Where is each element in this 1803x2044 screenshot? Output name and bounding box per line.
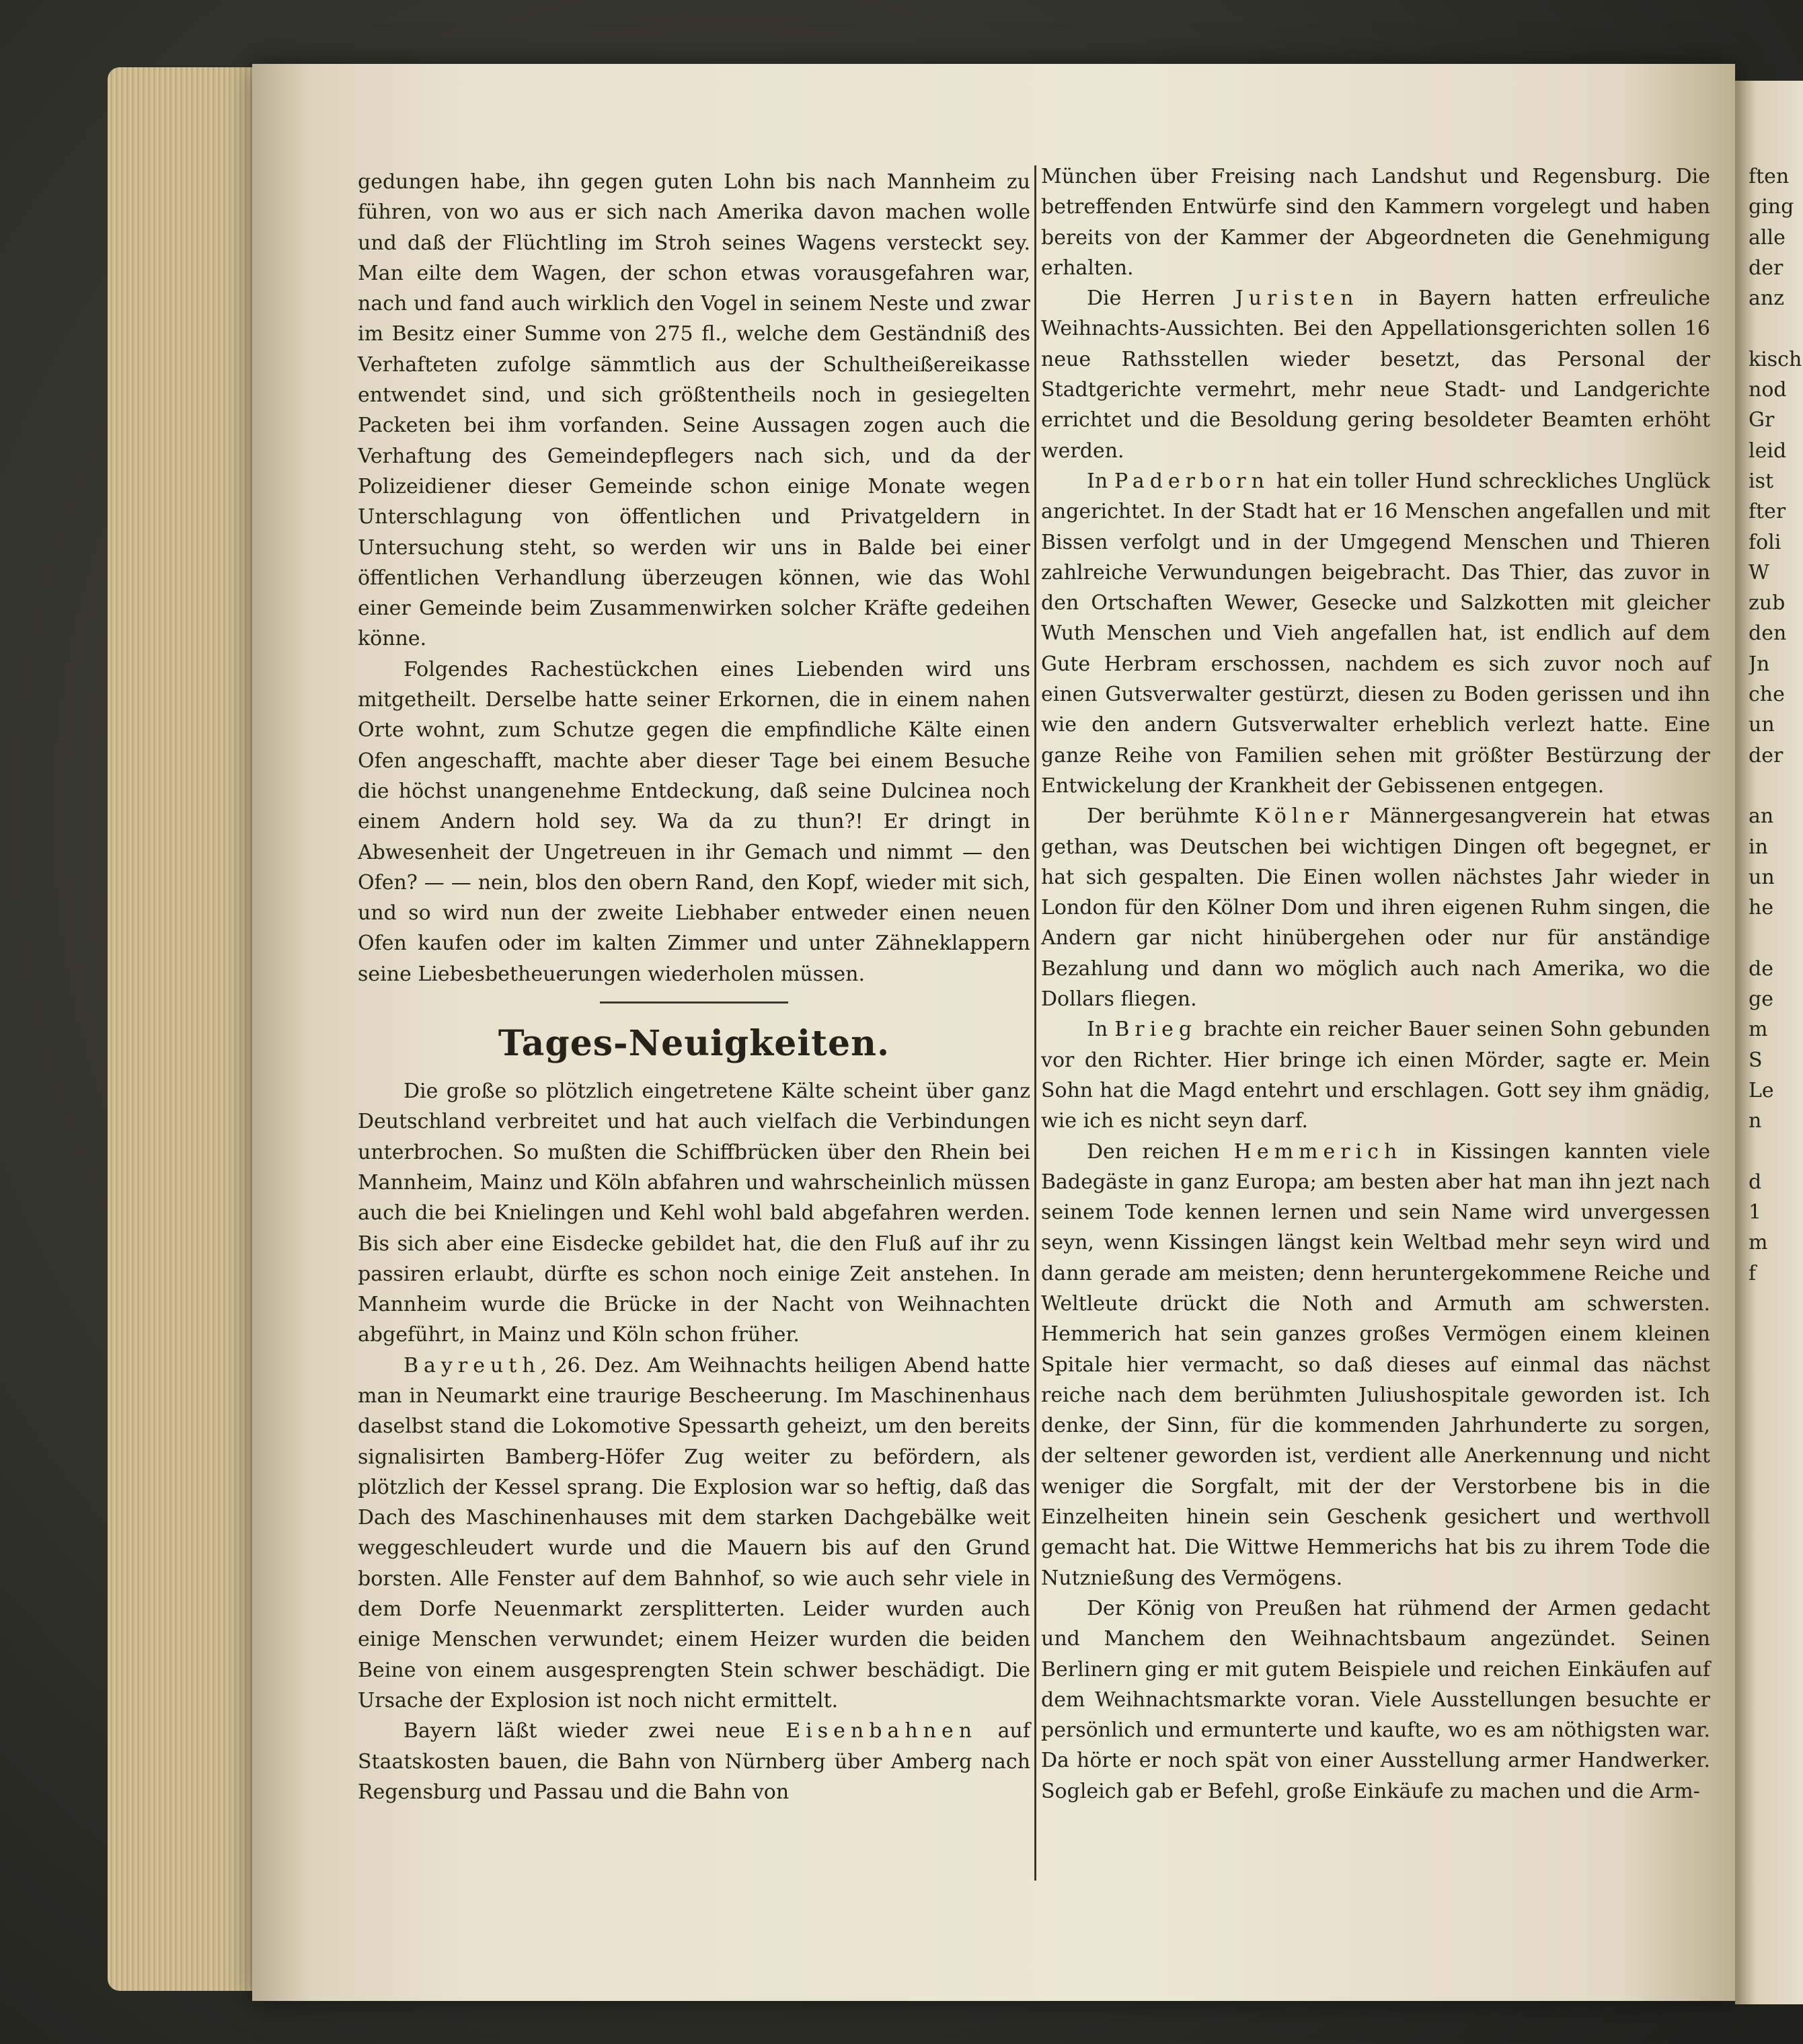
column-divider	[1034, 165, 1036, 1881]
article-text: Bayern läßt wieder zwei neue	[404, 1719, 786, 1743]
page-edges	[108, 67, 262, 1991]
emphasis-text: Juristen	[1235, 287, 1359, 311]
article-text: In	[1087, 469, 1114, 493]
article-paragraph: Die große so plötzlich eingetretene Kälte scheint über ganz Deutschland verbreitet und hat auch vielfach die Verbindungen unterbrochen. So mußten die Schiffbrücken über den Rhein bei Mannheim, Mainz und Köln abfahren und wahrscheinlich müssen auch die bei Knielingen und Kehl wohl bald abgefahren werden. Bis sich aber eine Eisdecke gebildet hat, die den Fluß auf ihr zu passiren erlaubt, dürfte es schon noch einige Zeit anstehen. In Mannheim wurde die Brücke in der Nacht von Weihnachten abgeführt, in Mainz und Köln schon früher.	[358, 1080, 1030, 1347]
article-paragraph	[358, 1716, 1030, 1807]
article-paragraph: Der König von Preußen hat rühmend der Armen gedacht und Manchem den Weihnachtsbaum angezündet. Seinen Berlinern ging er mit gutem Beispiele und reichen Einkäufen auf dem Weihnachtsmarkte voran. Viele Ausstellungen besuchte er persönlich und ermunterte und kaufte, wo es am nöthigsten war. Da hörte er noch spät von einer Ausstellung armer Handwerker. Sogleich gab er Befehl, große Einkäufe zu machen und die Arm-	[1041, 1596, 1710, 1803]
article-text: Die Herren	[1087, 287, 1235, 311]
article-text: , 26. Dez. Am Weihnachts heiligen Abend hatte man in Neumarkt eine traurige Bescheerung. Im Maschinenhaus daselbst stand die Lokomotive Spessarth geheizt, um den bereits signalisirten Bamberg-Höfer Zug weiter zu befördern, als plötzlich der Kessel sprang. Die Explosion war so heftig, daß das Dach des Maschinenhauses mit dem starken Dachgebälke weit weggeschleudert wurde und die Mauern bis auf den Grund borsten. Alle Fenster auf dem Bahnhof, so wie auch sehr viele in dem Dorfe Neuenmarkt zersplitterten. Leider wurden auch einige Menschen verwundet; einem Heizer wurden die beiden Beine von einem ausgesprengten Stein schwer beschädigt. Die Ursache der Explosion ist noch nicht ermittelt.	[358, 1353, 1030, 1712]
emphasis-text: Paderborn	[1114, 469, 1270, 493]
article-text: brachte ein reicher Bauer seinen Sohn gebunden vor den Richter. Hier bringe ich einen Mörder, sagte er. Mein Sohn hat die Magd entehrt und erschlagen. Gott sey ihm gnädig, wie ich es nicht seyn darf.	[1041, 1018, 1710, 1133]
facing-page-text: ften ging alle der anz kisch nod Gr leid ist fter foli W zub den Jn che un der an in un he de ge m S Le n d 1 m f	[1749, 165, 1802, 1285]
article-paragraph	[1041, 1014, 1710, 1136]
article-text: in Bayern hatten erfreuliche Weihnachts-Aussichten. Bei den Appellationsgerichten sollen 16 neue Rathsstellen wieder besetzt, das Personal der Stadtgerichte vermehrt, mehr neue Stadt- und Landgerichte errichtet und die Besoldung gering besoldeter Beamten erhöht werden.	[1041, 287, 1710, 463]
right-column	[1041, 161, 1710, 1807]
article-paragraph	[1041, 466, 1710, 801]
article-paragraph	[358, 1351, 1030, 1716]
article-text: in Kissingen kannten viele Badegäste in ganz Europa; am besten aber hat man ihn jezt nach seinem Tode kennen lernen und sein Name wird unvergessen seyn, wenn Kissingen längst kein Weltbad mehr seyn wird und dann gerade am meisten; denn heruntergekommene Reiche und Weltleute drückt die Noth and Armuth am schwersten. Hemmerich hat sein ganzes großes Vermögen einem kleinen Spitale hier vermacht, so daß dieses auf einmal das nächst reiche nach dem berühmten Juliushospitale geworden ist. Ich denke, der Sinn, für die kommenden Jahrhunderte zu sorgen, der seltener geworden ist, verdient alle Anerkennung und nicht weniger die Sorgfalt, mit der der Verstorbene bis in die Einzelheiten hinein sein Geschenk gesichert und werthvoll gemacht hat. Die Wittwe Hemmerichs hat bis zu ihrem Tode die Nutznießung des Vermögens.	[1041, 1139, 1710, 1590]
article-paragraph: gedungen habe, ihn gegen guten Lohn bis nach Mannheim zu führen, von wo aus er sich nach Amerika davon machen wolle und daß der Flüchtling im Stroh seines Wagens versteckt sey. Man eilte dem Wagen, der schon etwas vorausgefahren war, nach und fand auch wirklich den Vogel in seinem Neste und zwar im Besitz einer Summe von 275 fl., welche dem Geständniß des Verhafteten zufolge sämmtlich aus der Schultheißereikasse entwendet sind, und sich größtentheils noch in gesiegelten Packeten bei ihm vorfanden. Seine Aussagen zogen auch die Verhaftung des Gemeindepflegers nach sich, und da der Polizeidiener dieser Gemeinde schon einige Monate wegen Unterschlagung von öffentlichen und Privatgeldern in Untersuchung steht, so werden wir uns in Balde bei einer öffentlichen Verhandlung überzeugen können, wie das Wohl einer Gemeinde beim Zusammenwirken solcher Kräfte gedeihen könne.	[358, 170, 1030, 651]
emphasis-text: Brieg	[1114, 1018, 1198, 1042]
section-rule	[600, 1001, 788, 1004]
article-text: hat ein toller Hund schreckliches Unglück angerichtet. In der Stadt hat er 16 Menschen angefallen und mit Bissen verfolgt und in der Umgegend Menschen und Thieren zahlreiche Verwundungen beigebracht. Das Thier, das zuvor in den Ortschaften Wewer, Gesecke und Salzkotten mit gleicher Wuth Menschen und Vieh angefallen hat, ist endlich auf dem Gute Herbram erschossen, nachdem es sich zuvor noch auf einen Gutsverwalter gestürzt, diesen zu Boden gerissen und ihn wie den andern Gutsverwalter erheblich verlezt hatte. Eine ganze Reihe von Familien sehen mit größter Bestürzung der Entwickelung der Krankheit der Gebissenen entgegen.	[1041, 469, 1710, 798]
section-heading: Tages-Neuigkeiten.	[498, 1023, 890, 1065]
dateline-place: Bayreuth	[404, 1353, 541, 1377]
article-paragraph: Folgendes Rachestückchen eines Liebenden wird uns mitgetheilt. Derselbe hatte seiner Erkornen, die in einem nahen Orte wohnt, zum Schutze gegen die empfindliche Kälte einen Ofen angeschafft, machte aber dieser Tage bei einem Besuche die höchst unangenehme Entdeckung, daß seine Dulcinea noch einem Andern hold sey. Wa da zu thun?! Er dringt in Abwesenheit der Ungetreuen in ihr Gemach und nimmt — den Ofen? — — nein, blos den obern Rand, den Kopf, wieder mit sich, und so wird nun der zweite Liebhaber entweder einen neuen Ofen kaufen oder im kalten Zimmer und unter Zähneklappern seine Liebesbetheuerungen wiederholen müssen.	[358, 657, 1030, 986]
article-text: Der berühmte	[1087, 804, 1255, 829]
emphasis-text: Eisenbahnen	[785, 1719, 978, 1743]
article-text: Den reichen	[1087, 1139, 1234, 1164]
left-column	[358, 167, 1030, 1807]
article-paragraph	[1041, 1137, 1710, 1593]
article-paragraph	[1041, 283, 1710, 466]
emphasis-text: Kölner	[1254, 804, 1354, 829]
article-text: In	[1087, 1018, 1115, 1042]
article-paragraph: München über Freising nach Landshut und Regensburg. Die betreffenden Entwürfe sind den Kammern vorgelegt und haben bereits von der Kammer der Abgeordneten die Genehmigung erhalten.	[1041, 165, 1710, 280]
article-text: Männergesangverein hat etwas gethan, was Deutschen bei wichtigen Dingen oft begegnet, er hat sich gespalten. Die Einen wollen nächstes Jahr wieder in London für den Kölner Dom und ihren eigenen Ruhm singen, die Andern gar nicht hinübergehen oder nur für anständige Bezahlung und dann wo möglich auch nach Amerika, wo die Dollars fliegen.	[1041, 804, 1710, 1012]
emphasis-text: Hemmerich	[1233, 1139, 1403, 1164]
article-text: auf Staatskosten bauen, die Bahn von Nürnberg über Amberg nach Regensburg und Passau und die Bahn von	[358, 1719, 1030, 1804]
article-paragraph	[1041, 801, 1710, 1014]
